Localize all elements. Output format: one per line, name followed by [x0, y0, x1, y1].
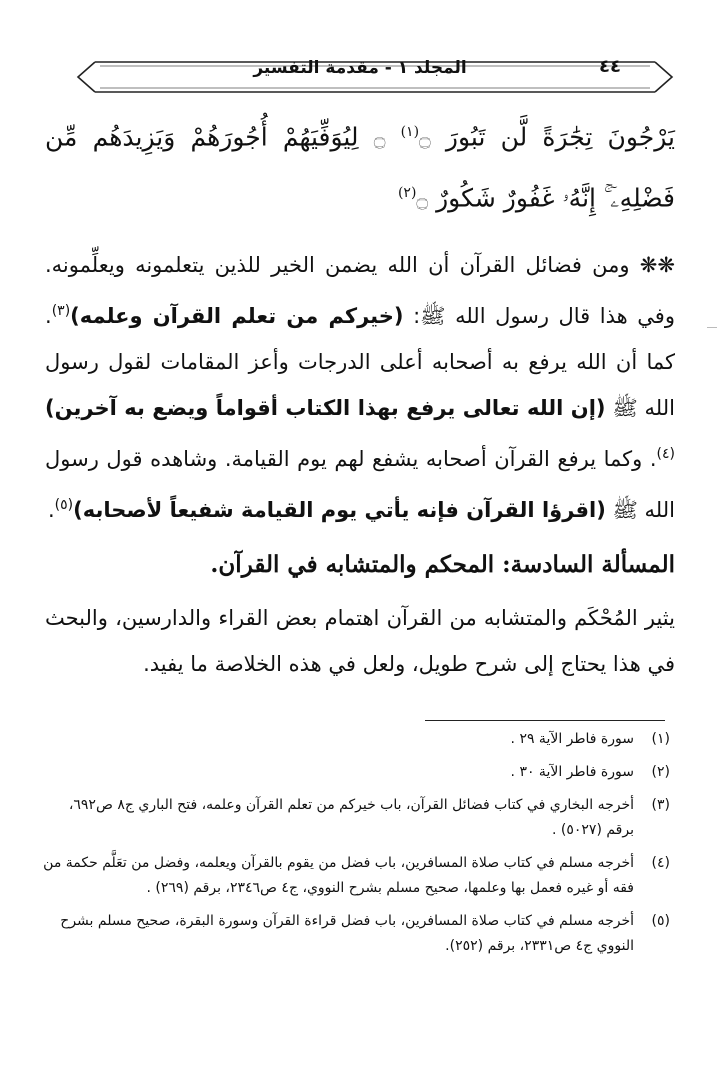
footnote-text: أخرجه مسلم في كتاب صلاة المسافرين، باب فضل من يقوم بالقرآن ويعلمه، وفضل من تعَلَّم حكمة من فقه أو غيره فعمل بها وعلمها، صحيح مسلم بشرح النووي، ج٤ ص٢٣٤٦، برقم (٢٦٩) . [43, 855, 634, 896]
verse-end-ornament-icon: ۝ [416, 187, 429, 212]
footnote-text: سورة فاطر الآية ٣٠ . [510, 764, 634, 780]
page-body [45, 105, 675, 687]
footnotes-list [40, 727, 670, 967]
footnote-text: سورة فاطر الآية ٢٩ . [510, 731, 634, 747]
footnote-ref-1[interactable]: (١) [400, 124, 420, 140]
hadith-quote-1: (خيركم من تعلم القرآن وعلمه) [70, 303, 404, 328]
running-header-title: المجلد ١ - مقدمة التفسير [253, 58, 467, 78]
paragraph-text-a: ومن فضائل القرآن أن الله يضمن الخير للذين يتعلمونه ويعلِّمونه. وفي هذا قال رسول الله ﷺ: [45, 252, 675, 328]
header-frame [0, 0, 726, 110]
quran-verse-block [45, 105, 675, 228]
hadith-quote-3: (اقرؤا القرآن فإنه يأتي يوم القيامة شفيعاً لأصحابه) [73, 497, 606, 522]
footnote-ref-4[interactable]: (٤) [656, 445, 675, 462]
paragraph-muhkam: يثير المُحْكَم والمتشابه من القرآن اهتمام بعض القراء والدارسين، والبحث في هذا يحتاج إلى شرح طويل، ولعل في هذه الخلاصة ما يفيد. [45, 605, 675, 676]
paragraph-end: . [47, 497, 55, 522]
section-stars-icon: ❋❋ [639, 252, 675, 277]
footnote-text: أخرجه البخاري في كتاب فضائل القرآن، باب خيركم من تعلم القرآن وعلمه، فتح الباري ج٨ ص٦٩٢، برقم (٥٠٢٧) . [68, 797, 634, 838]
footnote-number: (١) [651, 731, 670, 747]
footnote-item [40, 793, 670, 843]
margin-tick [707, 327, 717, 328]
verse-line-1: يَرْجُونَ تِجَٰرَةً لَّن تَبُورَ [445, 122, 675, 152]
verse-end-ornament-icon: ۝ [419, 126, 431, 151]
footnote-number: (٢) [651, 764, 670, 780]
section-heading: المسألة السادسة: المحكم والمتشابه في القرآن. [210, 550, 675, 578]
footnote-item [40, 727, 670, 752]
footnote-item [40, 851, 670, 901]
footnote-divider [425, 720, 665, 721]
footnote-ref-2[interactable]: (٢) [397, 185, 417, 202]
footnote-item [40, 909, 670, 959]
footnote-ref-3[interactable]: (٣) [51, 302, 71, 319]
footnote-number: (٤) [651, 855, 670, 871]
footnote-item [40, 760, 670, 785]
footnote-ref-5[interactable]: (٥) [54, 496, 74, 513]
footnote-text: أخرجه مسلم في كتاب صلاة المسافرين، باب فضل قراءة القرآن وسورة البقرة، صحيح مسلم بشرح النووي ج٤ ص٢٣٣١، برقم (٢٥٢). [60, 913, 634, 954]
paragraph-virtues [45, 242, 675, 533]
paragraph-text-c: . وكما يرفع القرآن أصحابه يشفع لهم يوم القيامة. وشاهده قول رسول الله ﷺ [45, 446, 675, 522]
verse-start-ornament-icon: ۝ [373, 126, 386, 151]
paragraph-text-b: . كما أن الله يرفع به أصحابه أعلى الدرجات وأعز المقامات لقول رسول الله ﷺ [45, 303, 675, 420]
verse-line-2: لِيُوَفِّيَهُمْ أُجُورَهُمْ وَيَزِيدَهُم مِّن فَضْلِهِۦٓ ۚ إِنَّهُۥ غَفُورٌ شَكُورٌ [45, 122, 675, 213]
page-number: ٤٤ [599, 56, 621, 77]
footnote-number: (٣) [651, 797, 670, 813]
footnote-number: (٥) [651, 913, 670, 929]
hadith-quote-2: (إن الله تعالى يرفع بهذا الكتاب أقواماً ويضع به آخرين) [45, 395, 606, 420]
